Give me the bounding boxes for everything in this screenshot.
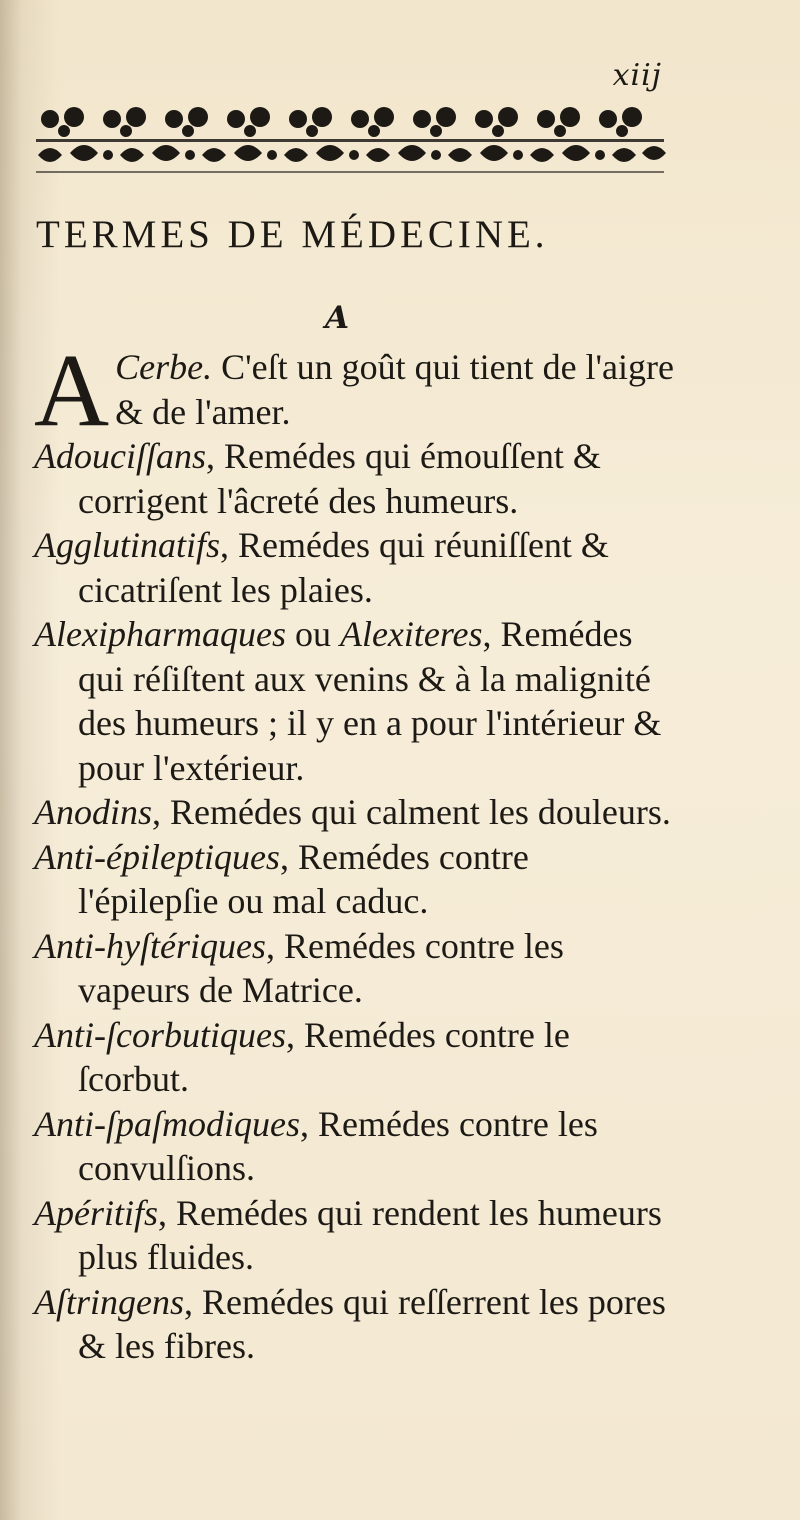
entry-definition: , Remédes contre le ſcorbut. — [78, 1014, 570, 1099]
entry-term: Anti-ſcorbutiques — [34, 1014, 286, 1055]
glossary-entry — [34, 333, 674, 448]
glossary-entries — [34, 333, 674, 1369]
glossary-entry — [34, 924, 674, 1013]
entry-term: Cerbe. — [115, 347, 213, 387]
entry-definition: C'eſt un goût qui tient de l'aigre & de l'amer. — [115, 347, 674, 432]
entry-term: Anti-ſpaſmodiques — [34, 1103, 300, 1144]
page-number: xiij — [612, 58, 662, 93]
decorative-fleuron-band — [30, 95, 670, 187]
glossary-entry — [34, 1191, 674, 1280]
entry-term: Anti-hyſtériques — [34, 925, 266, 966]
entry-term: Adouciſſans — [34, 436, 206, 476]
entry-term: Anodins — [34, 792, 153, 832]
entry-term: Agglutinatifs — [34, 525, 221, 565]
entry-definition: , Remédes contre les convulſions. — [78, 1103, 598, 1188]
entry-definition: , Remédes contre l'épilepſie ou mal caduc. — [78, 836, 529, 921]
glossary-entry — [34, 1102, 674, 1191]
entry-definition: , Remédes contre les vapeurs de Matrice. — [78, 925, 564, 1010]
glossary-entry — [34, 790, 674, 835]
entry-definition: , Remédes qui émouſſent & corrigent l'âcreté des humeurs. — [78, 436, 601, 521]
glossary-entry — [34, 1280, 674, 1369]
entry-term: Anti-épileptiques — [34, 836, 280, 877]
section-letter: A — [325, 300, 350, 336]
entry-definition: , Remédes qui rendent les humeurs plus fluides. — [78, 1192, 662, 1277]
entry-term-alt: Alexiteres — [339, 614, 483, 654]
entry-definition: , Remédes qui calment les douleurs. — [152, 792, 671, 832]
entry-definition: , Remédes qui reſſerrent les pores & les fibres. — [78, 1281, 666, 1366]
glossary-entry — [34, 434, 674, 523]
drop-cap: A — [34, 333, 110, 448]
entry-term: Aſtringens — [34, 1281, 184, 1322]
glossary-entry — [34, 523, 674, 612]
glossary-entry — [34, 835, 674, 924]
entry-definition: , Remédes qui réſiſtent aux venins & à la malignité des humeurs ; il y en a pour l'intérieur & pour l'extérieur. — [78, 614, 662, 788]
glossary-entry — [34, 612, 674, 790]
entry-definition: , Remédes qui réuniſſent & cicatriſent les plaies. — [78, 525, 609, 610]
entry-connector: ou — [285, 614, 340, 654]
entry-term: Alexipharmaques — [34, 614, 286, 654]
page-title: TERMES DE MÉDECINE. — [36, 213, 549, 256]
entry-term: Apéritifs — [34, 1192, 158, 1233]
glossary-entry — [34, 1013, 674, 1102]
